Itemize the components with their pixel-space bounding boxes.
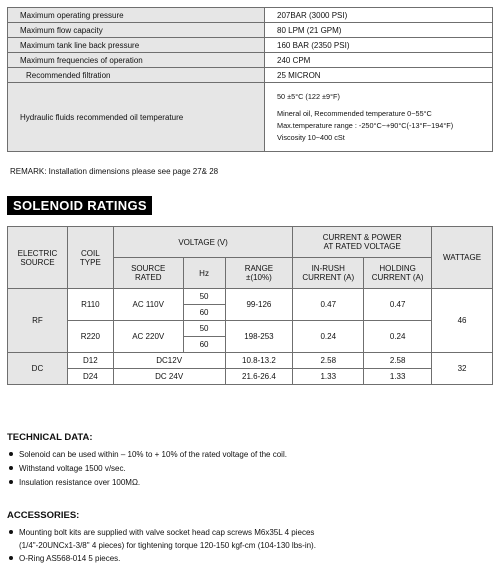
list-item-continuation: (1/4"-20UNCx1-3/8" 4 pieces) for tightening torque 120-150 kgf-cm (104-130 lbs-in). — [19, 541, 316, 550]
table-row — [8, 53, 493, 68]
inrush-cell: 0.24 — [293, 321, 364, 353]
table-row — [8, 353, 493, 369]
header-holding: HOLDING CURRENT (A) — [364, 258, 432, 289]
bullet-icon — [9, 530, 13, 534]
spec-label: Maximum frequencies of operation — [8, 53, 265, 68]
header-source-rated: SOURCE RATED — [113, 258, 183, 289]
source-dc: DC — [8, 353, 68, 385]
bullet-icon — [9, 480, 13, 484]
solenoid-ratings-table — [7, 226, 493, 385]
accessories-title: ACCESSORIES: — [7, 510, 80, 521]
header-inrush: IN-RUSH CURRENT (A) — [293, 258, 364, 289]
list-item: Solenoid can be used within – 10% to + 10% of the rated voltage of the coil. — [9, 450, 287, 459]
oil-line: Max.temperature range : -250°C~+90°C(-13°F~194°F) — [277, 120, 454, 130]
header-range: RANGE ±(10%) — [225, 258, 293, 289]
spec-label: Recommended filtration — [8, 68, 265, 83]
range-cell: 198-253 — [225, 321, 293, 353]
hz-cell: 50 — [183, 321, 225, 337]
table-row — [8, 83, 493, 152]
inrush-cell: 2.58 — [293, 353, 364, 369]
holding-cell: 1.33 — [364, 369, 432, 385]
list-item: O-Ring AS568-014 5 pieces. — [9, 554, 120, 563]
header-voltage: VOLTAGE (V) — [113, 227, 293, 258]
header-wattage: WATTAGE — [432, 227, 493, 289]
wattage-dc: 32 — [432, 353, 493, 385]
spec-label: Maximum operating pressure — [8, 8, 265, 23]
spec-label: Maximum tank line back pressure — [8, 38, 265, 53]
holding-cell: 0.24 — [364, 321, 432, 353]
oil-line: Viscosity 10~400 cSt — [277, 132, 345, 142]
header-row — [8, 227, 493, 258]
header-hz: Hz — [183, 258, 225, 289]
oil-line: 50 ±5°C (122 ±9°F) — [277, 91, 340, 101]
bullet-icon — [9, 452, 13, 456]
inrush-cell: 0.47 — [293, 289, 364, 321]
header-electric-source: ELECTRIC SOURCE — [8, 227, 68, 289]
spec-table — [7, 7, 493, 152]
spec-value: 80 LPM (21 GPM) — [265, 23, 493, 38]
inrush-cell: 1.33 — [293, 369, 364, 385]
holding-cell: 2.58 — [364, 353, 432, 369]
spec-label: Hydraulic fluids recommended oil temperature — [8, 83, 265, 152]
hz-cell: 60 — [183, 337, 225, 353]
rated-cell: DC12V — [113, 353, 225, 369]
range-cell: 99-126 — [225, 289, 293, 321]
coil-cell: D12 — [67, 353, 113, 369]
coil-cell: R220 — [67, 321, 113, 353]
coil-cell: R110 — [67, 289, 113, 321]
bullet-icon — [9, 466, 13, 470]
oil-temperature-details — [265, 83, 493, 152]
section-heading: SOLENOID RATINGS — [7, 196, 152, 215]
range-cell: 10.8-13.2 — [225, 353, 293, 369]
table-row — [8, 8, 493, 23]
spec-value: 25 MICRON — [265, 68, 493, 83]
table-row — [8, 68, 493, 83]
rated-cell: AC 110V — [113, 289, 183, 321]
table-row — [8, 38, 493, 53]
oil-line: Mineral oil, Recommended temperature 0~55°C — [277, 108, 432, 118]
table-row — [8, 289, 493, 305]
remark-text: REMARK: Installation dimensions please see page 27& 28 — [10, 167, 219, 176]
rated-cell: DC 24V — [113, 369, 225, 385]
rated-cell: AC 220V — [113, 321, 183, 353]
list-item: Insulation resistance over 100MΩ. — [9, 478, 140, 487]
range-cell: 21.6-26.4 — [225, 369, 293, 385]
hz-cell: 60 — [183, 305, 225, 321]
technical-data-title: TECHNICAL DATA: — [7, 432, 93, 443]
holding-cell: 0.47 — [364, 289, 432, 321]
table-row — [8, 23, 493, 38]
spec-value: 240 CPM — [265, 53, 493, 68]
spec-value: 160 BAR (2350 PSI) — [265, 38, 493, 53]
list-item: Withstand voltage 1500 v/sec. — [9, 464, 126, 473]
wattage-rf: 46 — [432, 289, 493, 353]
bullet-icon — [9, 556, 13, 560]
coil-cell: D24 — [67, 369, 113, 385]
spec-value: 207BAR (3000 PSI) — [265, 8, 493, 23]
spec-label: Maximum flow capacity — [8, 23, 265, 38]
header-coil-type: COIL TYPE — [67, 227, 113, 289]
header-current-power: CURRENT & POWER AT RATED VOLTAGE — [293, 227, 432, 258]
list-item: Mounting bolt kits are supplied with valve socket head cap screws M6x35L 4 pieces — [9, 528, 314, 537]
table-row — [8, 321, 493, 337]
table-row — [8, 369, 493, 385]
source-rf: RF — [8, 289, 68, 353]
hz-cell: 50 — [183, 289, 225, 305]
